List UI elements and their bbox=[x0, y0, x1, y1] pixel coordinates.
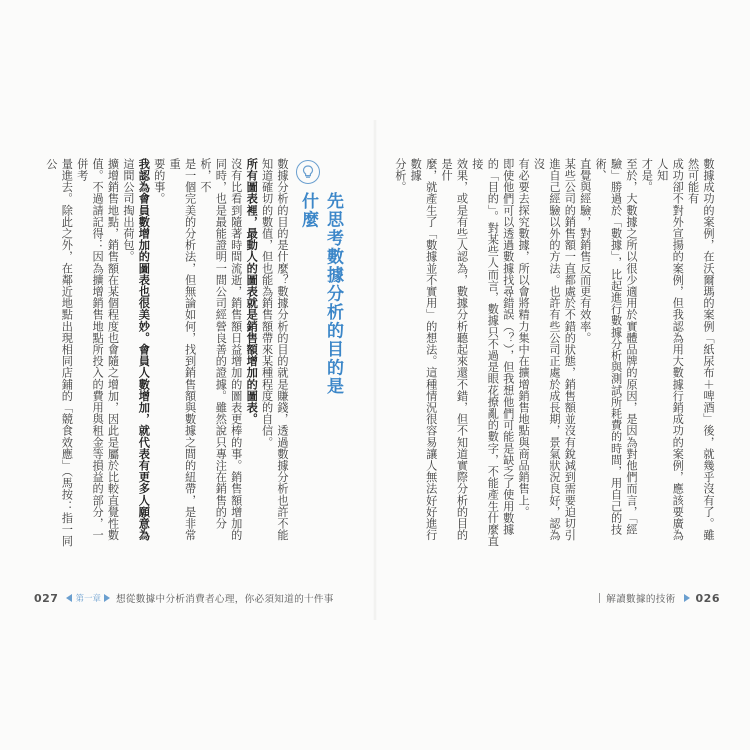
text-column: 量進去。除此之外，在鄰近地點出現相同店鋪的「競食效應」（馬按：指一同公 bbox=[44, 158, 74, 547]
text-column: 所有圖表裡，最動人的圖表就是銷售額增加的圖表。 bbox=[245, 158, 260, 425]
text-column: 有必要去探究數據，所以會將精力集中在擴增銷售地點與商品銷售上。 bbox=[517, 158, 531, 518]
text-column: 值。不過請記得：因為擴增銷售地點所投入的費用與租金等損益的部分，一併考 bbox=[75, 158, 105, 541]
running-head-right: 解讀數據的技術 bbox=[606, 594, 676, 605]
text-column: 的「目的」。對某些人而言，數據只不過是眼花撩亂的數字，不能產生什麼直接 bbox=[470, 158, 500, 547]
running-head-left: 想從數據中分析消費者心理，你必須知道的十件事 bbox=[115, 594, 334, 605]
text-column: 分析。 bbox=[393, 158, 407, 193]
text-column: 驗」勝過於「數據」，比起進行數據分析與測試所耗費的時間，用自己的技術、 bbox=[594, 158, 623, 536]
triangle-left-icon bbox=[66, 594, 72, 602]
text-column: 要的事。 bbox=[152, 158, 166, 205]
page-number: 026 bbox=[695, 591, 720, 605]
text-column: 同時，也是最能證明一間公司經營良善的證據。雖然說只專注在銷售的分析，不 bbox=[198, 158, 228, 530]
chapter-label: 第一章 bbox=[75, 594, 101, 604]
page-gutter bbox=[373, 120, 377, 620]
bulb-icon bbox=[296, 160, 320, 184]
text-column: 沒有比看到隨著時間流逝，銷售額日益增加的圖表更棒的事。銷售額增加的 bbox=[229, 158, 243, 541]
text-column: 數據成功的案例，在沃爾瑪的案例「紙尿布＋啤酒」後，就幾乎沒有了。雖然可能有 bbox=[686, 158, 715, 541]
text-column: 這間公司掏出荷包。 bbox=[121, 158, 135, 263]
chapter-marker bbox=[684, 594, 690, 602]
section-heading bbox=[290, 160, 343, 400]
text-column: 數據分析的目的是什麼？數據分析的目的就是賺錢，透過數據分析也許不能 bbox=[276, 158, 289, 541]
text-column: 某些公司的銷售額一直都處於不錯的狀態，銷售額並沒有銳減到需要迫切引 bbox=[563, 158, 577, 541]
text-column: 擴增銷售地點，銷售額在某個程度也會隨之增加，因此是屬於比較直覺性數 bbox=[106, 158, 120, 541]
triangle-right-icon bbox=[684, 594, 690, 602]
page-number: 027 bbox=[34, 591, 59, 605]
text-column: 進自己經驗以外的方法。也許有些公司正處於成長期，景氣狀況良好，認為沒 bbox=[532, 158, 561, 541]
text-column: 效果，或是有些人認為，數據分析聽起來還不錯，但不知道實際分析的目的是什 bbox=[440, 158, 469, 541]
text-column: 麼，就產生了「數據並不實用」的想法。這種情況很容易讓人無法好好進行數據 bbox=[409, 158, 438, 541]
left-page-body bbox=[40, 158, 290, 548]
right-page-footer bbox=[593, 589, 720, 607]
text-column: 至於，大數據之所以很少適用於實體品牌的原因，是因為對他們而言，「經 bbox=[624, 158, 638, 536]
text-column: 我認為會員數增加的圖表也很美妙。會員人數增加，就代表有更多人願意為 bbox=[137, 158, 152, 541]
divider bbox=[599, 593, 600, 603]
text-column: 是一個完美的分析法，但無論如何，找到銷售額與數據之間的紐帶，是非常重 bbox=[168, 158, 197, 541]
section-title: 先思考數據分析的目的是什麼 bbox=[298, 192, 343, 396]
text-column: 成功卻不對外宣揚的案例，但我認為用大數據行銷成功的案例，應該要廣為人知 bbox=[655, 158, 685, 541]
triangle-right-icon bbox=[104, 594, 110, 602]
text-column: 直覺與經驗，對銷售反而更有效率。 bbox=[578, 158, 592, 344]
text-column: 知道確切的數值，但也能為銷售額帶來某種程度的自信。 bbox=[260, 158, 274, 448]
right-page-body bbox=[393, 158, 716, 548]
text-column: 才是。 bbox=[640, 158, 654, 193]
left-page-footer bbox=[34, 589, 334, 607]
text-column: 即使他們可以透過數據找尋錯誤（？），但我想他們可能是缺乏了使用數據 bbox=[501, 158, 515, 536]
chapter-tag bbox=[66, 592, 110, 604]
